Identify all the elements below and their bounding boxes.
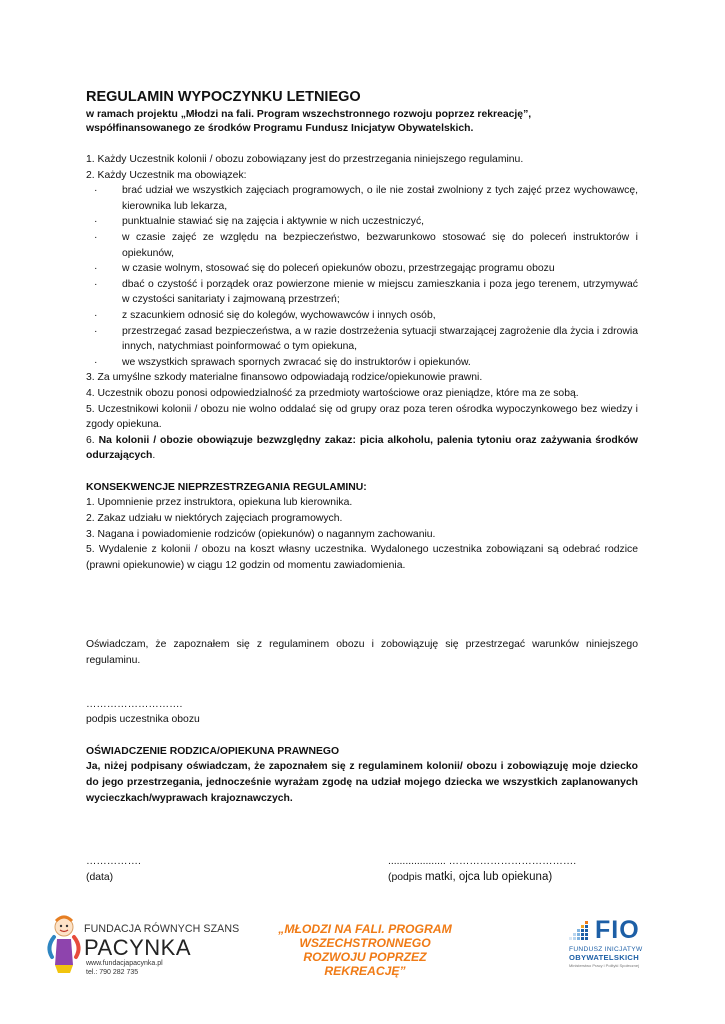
fio-line-1: FUNDUSZ INICJATYW — [569, 946, 643, 953]
foundation-name: FUNDACJA RÓWNYCH SZANS — [84, 923, 240, 935]
bullet: · — [94, 216, 98, 228]
duty-text: we wszystkich sprawach spornych zwracać się do instruktorów i opiekunów. — [122, 356, 471, 368]
duties-list — [86, 183, 638, 370]
duty-item — [86, 230, 638, 261]
parent-signature-label — [388, 870, 576, 886]
participant-signature-line: ………………………. — [86, 698, 183, 710]
bullet: · — [94, 263, 98, 275]
bullet: · — [94, 185, 98, 197]
project-subtitle-line-2: współfinansowanego ze środków Programu Fundusz Inicjatyw Obywatelskich. — [86, 123, 474, 134]
bullet: · — [94, 278, 98, 290]
duty-text: w czasie zajęć ze względu na bezpieczeństwo, bezwarunkowo stosować się do poleceń instruktorów i opiekunów, — [122, 231, 638, 259]
duty-text: z szacunkiem odnosić się do kolegów, wychowawców i innych osób, — [122, 309, 436, 321]
bullet: · — [94, 309, 98, 321]
duty-text: dbać o czystość i porządek oraz powierzone mienie w miejscu zamieszkania i poza jego terenem, utrzymywać w czystości sanitariaty i zajmowaną przestrzeń; — [122, 278, 638, 306]
parent-signature-label-b: matki, ojca lub opiekuna) — [424, 870, 553, 883]
rule-1: 1. Każdy Uczestnik kolonii / obozu zobowiązany jest do przestrzegania niniejszego regulaminu. — [86, 154, 524, 165]
consequence-item: 2. Zakaz udziału w niektórych zajęciach programowych. — [86, 513, 343, 525]
duty-text: punktualnie stawiać się na zajęcia i aktywnie w nich uczestniczyć, — [122, 216, 425, 228]
participant-declaration: Oświadczam, że zapoznałem się z regulaminem obozu i zobowiązuję się przestrzegać warunków niniejszego regulaminu. — [86, 639, 638, 667]
rule-6-number: 6. — [86, 434, 99, 446]
footer-logos — [0, 905, 725, 995]
duty-item — [86, 183, 638, 214]
rule-6 — [86, 433, 638, 464]
document-body — [86, 88, 638, 888]
duty-item — [86, 277, 638, 308]
project-slogan: „MŁODZI NA FALI. PROGRAM WSZECHSTRONNEGO ROZWOJU POPRZEZ REKREACJĘ” — [278, 922, 452, 978]
parent-signature-row — [86, 854, 638, 888]
foundation-phone: tel.: 790 282 735 — [86, 969, 139, 976]
fio-line-3: Ministerstwo Pracy i Polityki Społecznej — [569, 963, 640, 968]
duty-item — [86, 324, 638, 355]
fio-wordmark: FIO — [595, 916, 640, 944]
puppet-icon — [42, 915, 86, 977]
pacynka-logo — [42, 915, 242, 977]
duty-item — [86, 214, 638, 230]
duty-text: przestrzegać zasad bezpieczeństwa, a w razie dostrzeżenia sytuacji stwarzającej zagrożenie dla życia i zdrowia innych, natychmiast poinformować o tym opiekuna, — [122, 325, 638, 353]
consequence-item: 3. Nagana i powiadomienie rodziców (opiekunów) o nagannym zachowaniu. — [86, 528, 436, 540]
parent-declaration-heading: OŚWIADCZENIE RODZICA/OPIEKUNA PRAWNEGO — [86, 745, 340, 757]
duty-item — [86, 308, 638, 324]
rule-6-bold-text: Na kolonii / obozie obowiązuje bezwzględny zakaz: picia alkoholu, palenia tytoniu oraz zażywania środków odurzających — [86, 434, 638, 462]
bullet: · — [94, 231, 98, 243]
rule-5: 5. Uczestnikowi kolonii / obozu nie wolno oddalać się od grupy oraz poza teren ośrodka wypoczynkowego bez wiedzy i zgody opiekuna. — [86, 403, 638, 431]
duty-item — [86, 261, 638, 277]
fio-logo — [565, 916, 655, 971]
duty-item — [86, 355, 638, 371]
document-title: REGULAMIN WYPOCZYNKU LETNIEGO — [86, 89, 361, 105]
parent-signature-line: .................... ………………………………. — [388, 856, 577, 868]
parent-signature-label-a: (podpis — [388, 871, 425, 883]
fio-line-2: OBYWATELSKICH — [569, 953, 639, 962]
fio-dots-icon — [565, 919, 595, 945]
parent-declaration-text: Ja, niżej podpisany oświadczam, że zapoznałem się z regulaminem kolonii/ obozu i zobowiązuję moje dziecko do jego przestrzegania, jednocześnie wyrażam zgodę na udział mojego dziecka we wszystkich zaplanowanych wycieczkach/wyprawach krajoznawczych. — [86, 761, 638, 804]
date-block — [86, 854, 141, 885]
consequence-item: 5. Wydalenie z kolonii / obozu na koszt własny uczestnika. Wydalonego uczestnika zobowiązani są odebrać rodzice (prawni opiekunowie) w ciągu 12 godzin od momentu zawiadomienia. — [86, 544, 638, 571]
participant-signature-label: podpis uczestnika obozu — [86, 714, 200, 726]
consequence-item: 1. Upomnienie przez instruktora, opiekuna lub kierownika. — [86, 497, 353, 509]
duty-text: w czasie wolnym, stosować się do poleceń opiekunów obozu, przestrzegając programu obozu — [122, 263, 555, 275]
parent-signature-block — [388, 854, 576, 885]
foundation-brand: PACYNKA — [84, 935, 192, 960]
consequences-heading: KONSEKWENCJE NIEPRZESTRZEGANIA REGULAMINU: — [86, 481, 367, 493]
date-label: (data) — [86, 871, 114, 883]
rule-3: 3. Za umyślne szkody materialne finansowo odpowiadają rodzice/opiekunowie prawni. — [86, 372, 483, 384]
rule-2: 2. Każdy Uczestnik ma obowiązek: — [86, 169, 247, 181]
rule-4: 4. Uczestnik obozu ponosi odpowiedzialność za przedmioty wartościowe oraz pieniądze, które ma ze sobą. — [86, 387, 579, 399]
project-subtitle-line-1: w ramach projektu „Młodzi na fali. Program wszechstronnego rozwoju poprzez rekreację”, — [86, 109, 532, 120]
duty-text: brać udział we wszystkich zajęciach programowych, o ile nie został zwolniony z tych zajęć przez wychowawcę, kierownika lub lekarza, — [122, 185, 638, 212]
foundation-url: www.fundacjapacynka.pl — [86, 960, 163, 967]
bullet: · — [94, 325, 98, 337]
bullet: · — [94, 356, 98, 368]
date-line: ……………. — [86, 856, 141, 868]
rule-6-end: . — [152, 450, 156, 462]
